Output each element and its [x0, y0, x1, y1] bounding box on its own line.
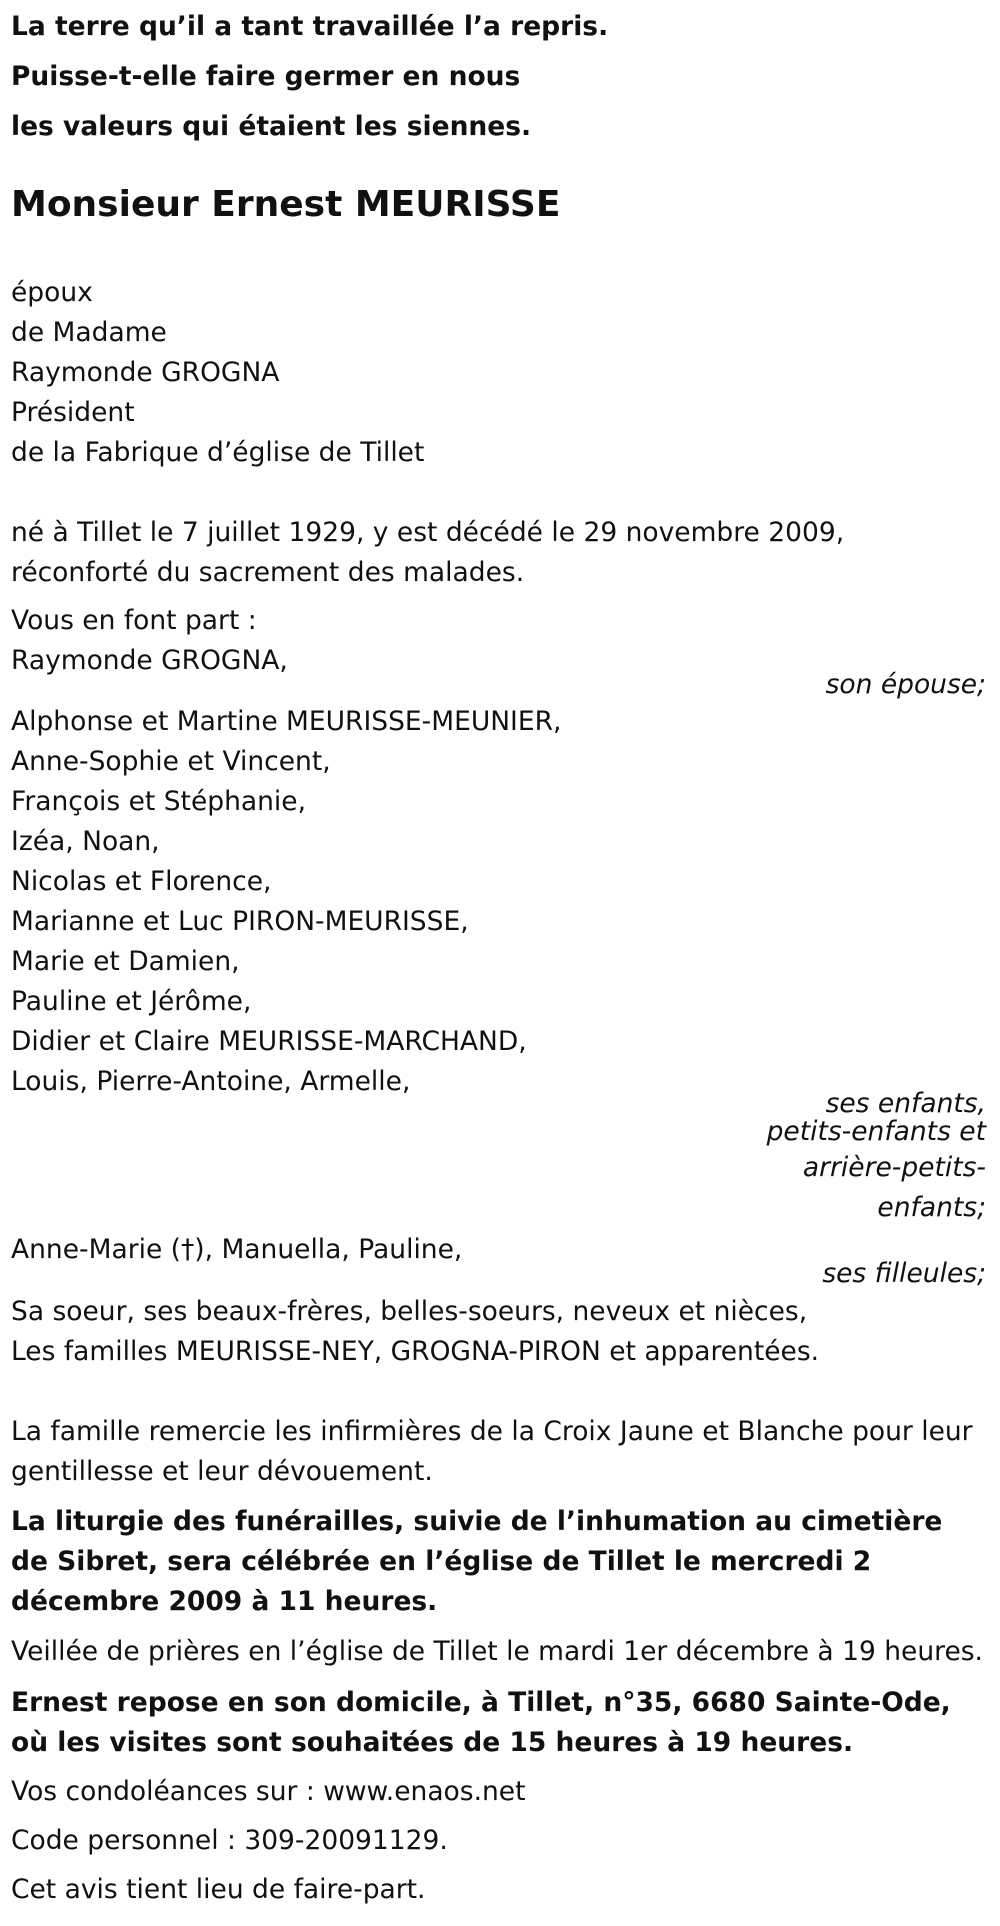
condolences-line: Vos condoléances sur : www.enaos.net	[11, 1776, 526, 1807]
children-role-cont: arrière-petits- enfants;	[802, 1152, 986, 1223]
list-item: François et Stéphanie,	[11, 786, 306, 817]
funeral-paragraph: La liturgie des funérailles, suivie de l’inhumation au cimetière de Sibret, sera célébrée en l’église de Tillet le mercredi 2 décembre 2009 à 11 heures.	[11, 1506, 943, 1617]
spouse-role: son épouse;	[825, 669, 986, 700]
epigraph-line: Puisse-t-elle faire germer en nous	[11, 61, 521, 92]
list-item: Alphonse et Martine MEURISSE-MEUNIER,	[11, 706, 562, 737]
children-list	[11, 702, 986, 1102]
deceased-name: Monsieur Ernest MEURISSE	[11, 184, 561, 225]
godchildren-names: Anne-Marie (†), Manuella, Pauline,	[11, 1234, 463, 1265]
relatives-list	[11, 1292, 986, 1372]
vigil-paragraph: Veillée de prières en l’église de Tillet le mardi 1er décembre à 19 heures.	[11, 1636, 983, 1667]
epigraph	[11, 2, 986, 152]
list-item: Nicolas et Florence,	[11, 866, 272, 897]
title-line: de la Fabrique d’église de Tillet	[11, 437, 425, 468]
list-item: Marie et Damien,	[11, 946, 240, 977]
title-line: de Madame	[11, 317, 167, 348]
list-item: Marianne et Luc PIRON-MEURISSE,	[11, 906, 469, 937]
list-item: Pauline et Jérôme,	[11, 986, 252, 1017]
spouse-name: Raymonde GROGNA,	[11, 645, 288, 676]
list-item: Didier et Claire MEURISSE-MARCHAND,	[11, 1026, 527, 1057]
personal-code-line: Code personnel : 309-20091129.	[11, 1825, 448, 1856]
title-line: Raymonde GROGNA	[11, 357, 280, 388]
birth-death-paragraph: né à Tillet le 7 juillet 1929, y est décédé le 29 novembre 2009, réconforté du sacrement des malades.	[11, 517, 845, 588]
epigraph-line: La terre qu’il a tant travaillée l’a repris.	[11, 11, 609, 42]
intro-text: Vous en font part :	[11, 605, 257, 636]
list-item: Louis, Pierre-Antoine, Armelle,	[11, 1066, 411, 1097]
thanks-paragraph: La famille remercie les infirmières de la Croix Jaune et Blanche pour leur gentillesse et leur dévouement.	[11, 1416, 973, 1487]
list-item: Sa soeur, ses beaux-frères, belles-soeurs, neveux et nièces,	[11, 1296, 808, 1327]
deceased-titles	[11, 273, 986, 473]
title-line: époux	[11, 277, 93, 308]
list-item: Les familles MEURISSE-NEY, GROGNA-PIRON et apparentées.	[11, 1336, 820, 1367]
visit-paragraph: Ernest repose en son domicile, à Tillet, n°35, 6680 Sainte-Ode, où les visites sont souhaitées de 15 heures à 19 heures.	[11, 1687, 951, 1758]
godchildren-role: ses filleules;	[822, 1258, 986, 1289]
children-role: ses enfants, petits-enfants et	[766, 1088, 986, 1147]
list-item: Anne-Sophie et Vincent,	[11, 746, 331, 777]
epigraph-line: les valeurs qui étaient les siennes.	[11, 111, 532, 142]
list-item: Izéa, Noan,	[11, 826, 160, 857]
closing-line: Cet avis tient lieu de faire-part.	[11, 1874, 426, 1905]
title-line: Président	[11, 397, 135, 428]
